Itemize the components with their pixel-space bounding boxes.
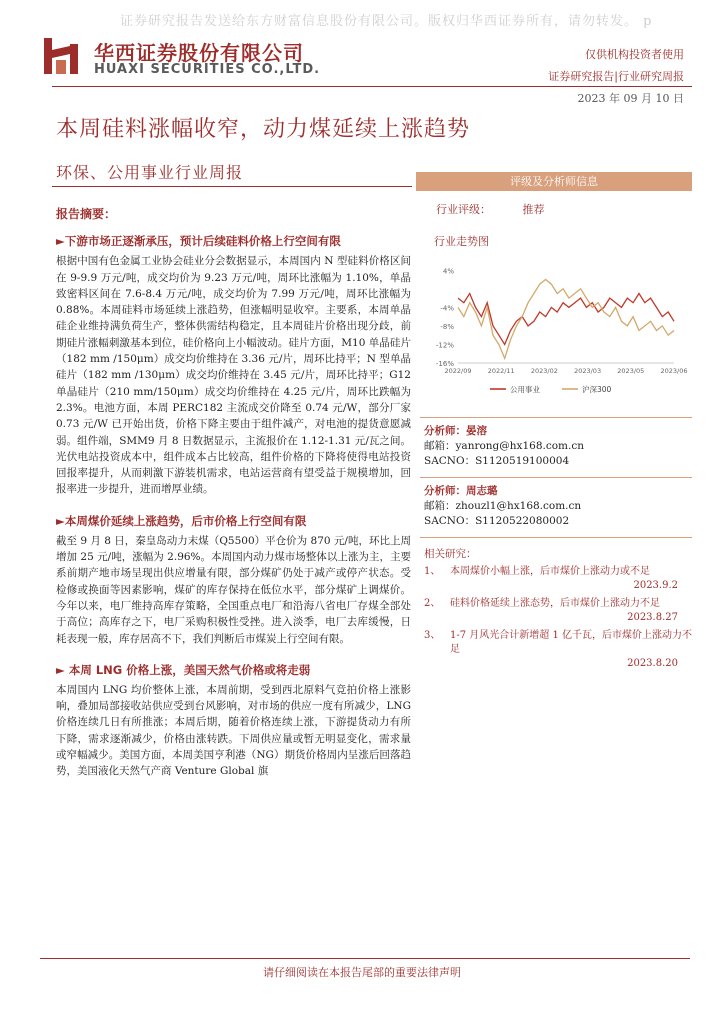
- section-body-coal: 截至 9 月 8 日，秦皇岛动力末煤（Q5500）平仓价为 870 元/吨，环比上周增加 25 元/吨，涨幅为 2.96%。本周国内动力煤市场整体以上涨为主，主要系前期产地市场呈现出供应增量有限，部分煤矿仍处于减产或停产状态。受检修或换面等因素影响，煤矿的库存保持在低位水平，部分煤矿上调煤价。今年以来，电厂维持高库存策略，全国重点电厂和沿海八省电厂存煤全部处于高位；高库存之下，电厂采购积极性受挫。进入淡季，电厂去库缓慢，日耗表现一般，库存居高不下，我们判断后市煤炭上行空间有限。: [56, 534, 411, 645]
- abstract-label: 报告摘要：: [56, 207, 117, 221]
- divider: [420, 477, 692, 478]
- related-item[interactable]: 3、 1-7 月风光合计新增超 1 亿千瓦，后市煤价上涨动力不足: [424, 630, 693, 655]
- related-item-date: 2023.8.20: [627, 658, 678, 669]
- x-tick-label: 2022/09: [444, 367, 472, 375]
- y-tick-label: -4%: [440, 304, 454, 313]
- header-divider: [52, 86, 692, 87]
- series-line: [458, 280, 674, 359]
- y-tick-label: 4%: [442, 267, 454, 276]
- x-tick-label: 2023/03: [574, 367, 602, 375]
- related-research-title: 相关研究：: [424, 548, 477, 560]
- report-type-note: 证券研究报告|行业研究周报: [548, 70, 684, 83]
- section-body-lng: 本周国内 LNG 均价整体上涨，本周前期，受到西北原料气竞拍价格上涨影响，叠加局部接收站供应受到台风影响，对市场的供应一度有所减少，LNG 价格连续几日有所推涨；本周后期，随着价格连续上涨，下游提货动力有所下降，需求逐渐减少，价格由涨转跌。下周供应量或暂无明显变化，需求量或窄幅减少。美国方面，本周美国亨利港（NG）期货价格周内呈涨后回落趋势，美国液化天然气产商 Venture Global 旗: [56, 683, 411, 778]
- x-tick-label: 2023/02: [530, 367, 558, 375]
- rating-analyst-bar: 评级及分析师信息: [416, 172, 692, 191]
- related-item-text: 硅料价格延续上涨态势，后市煤价上涨动力不足: [450, 598, 660, 609]
- series-line: [458, 294, 674, 345]
- footer-divider: [40, 958, 690, 959]
- x-tick-label: 2023/05: [617, 367, 645, 375]
- company-name-en: HUAXI SECURITIES CO.,LTD.: [94, 62, 321, 77]
- legend-label: 沪深300: [582, 385, 612, 394]
- subtitle-divider: [52, 186, 412, 187]
- report-subtitle: 环保、公用事业行业周报: [56, 163, 244, 182]
- rating-label: 行业评级：: [436, 203, 491, 216]
- section-heading-coal: ►本周煤价延续上涨趋势，后市价格上行空间有限: [56, 513, 307, 528]
- audience-note: 仅供机构投资者使用: [585, 48, 684, 61]
- analyst-block-2: [424, 484, 692, 529]
- x-tick-label: 2023/06: [660, 367, 688, 375]
- company-name-cn: 华西证券股份有限公司: [94, 41, 304, 65]
- analyst-name: 分析师：晏溶: [424, 425, 487, 437]
- related-item[interactable]: 1、 本周煤价小幅上涨，后市煤价上涨动力或不足: [424, 566, 650, 577]
- y-tick-label: -8%: [440, 322, 454, 331]
- analyst-sacno: SACNO：S1120522080002: [424, 515, 570, 527]
- related-item-date: 2023.8.27: [627, 612, 678, 623]
- related-item-text: 本周煤价小幅上涨，后市煤价上涨动力或不足: [450, 566, 650, 577]
- y-tick-label: -12%: [435, 341, 454, 350]
- related-item-text: 1-7 月风光合计新增超 1 亿千瓦，后市煤价上涨动力不足: [450, 630, 693, 655]
- section-heading-silicon: ►下游市场正逐渐承压，预计后续硅料价格上行空间有限: [56, 234, 341, 249]
- report-title: 本周硅料涨幅收窄，动力煤延续上涨趋势: [56, 117, 471, 142]
- rating-value: 推荐: [522, 203, 545, 216]
- analyst-email: 邮箱：zhouzl1@hx168.com.cn: [424, 500, 582, 512]
- watermark-text: 证券研究报告发送给东方财富信息股份有限公司。版权归华西证券所有，请勿转发。 p: [120, 14, 653, 29]
- section-body-silicon: 根据中国有色金属工业协会硅业分会数据显示，本周国内 N 型硅料价格区间在 9-9.9 万元/吨，成交均价为 9.23 万元/吨，周环比涨幅为 1.10%，单晶致密料区间在 7.6-8.4 万元/吨，成交均价为 7.99 万元/吨，周环比涨幅为 0.88%。本周硅料市场延续上涨趋势，但涨幅明显收窄。主要系，本周单晶硅企业维持满负荷生产，整体供需结构稳定，且本周硅片价格出现分歧，前期硅片涨幅刺激基本到位，硅价格向上小幅波动。硅片方面，M10 单晶硅片（182 mm /150μm）成交均价维持在 3.36 元/片，周环比持平；N 型单晶硅片（182 mm /130μm）成交均价维持在 3.45 元/片，周环比持平；G12 单晶硅片（210 mm/150μm）成交均价维持在 4.25 元/片，周环比跌幅为 2.3%。电池方面，本周 PERC182 主流成交价降至 0.74 元/W，部分厂家 0.73 元/W 已开始出货，价格下降主要由于组件减产，对电池的提货意愿减弱。组件端，SMM9 月 8 日数据显示，主流报价在 1.12-1.31 元/瓦之间。光伏电站投资成本中，组件成本占比较高，组件价格的下降将使得电站投资回报率提升，从而刺激下游装机需求，电站运营商有望受益于规模增加，回报率进一步提升，进而增厚业绩。: [56, 255, 411, 496]
- trend-chart-title: 行业走势图: [434, 235, 489, 248]
- section-heading-lng: ► 本周 LNG 价格上涨，美国天然气价格或将走弱: [56, 662, 311, 677]
- abstract-column: [56, 206, 411, 780]
- company-logo-icon: [42, 36, 82, 76]
- related-item-date: 2023.9.2: [633, 580, 678, 591]
- report-date: 2023 年 09 月 10 日: [577, 92, 684, 105]
- legal-footer: 请仔细阅读在本报告尾部的重要法律声明: [263, 966, 461, 979]
- analyst-sacno: SACNO：S1120519100004: [424, 455, 570, 467]
- y-tick-label: -16%: [435, 360, 454, 368]
- legend-label: 公用事业: [510, 385, 540, 394]
- x-tick-label: 2022/11: [487, 367, 515, 375]
- related-item[interactable]: 2、 硅料价格延续上涨态势，后市煤价上涨动力不足: [424, 598, 660, 609]
- trend-chart: [420, 255, 688, 405]
- divider: [420, 537, 692, 538]
- info-sidebar: [416, 172, 692, 675]
- analyst-name: 分析师：周志璐: [424, 485, 498, 497]
- industry-rating: [436, 201, 692, 217]
- analyst-email: 邮箱：yanrong@hx168.com.cn: [424, 440, 584, 452]
- divider: [420, 417, 692, 418]
- analyst-block-1: [424, 424, 692, 469]
